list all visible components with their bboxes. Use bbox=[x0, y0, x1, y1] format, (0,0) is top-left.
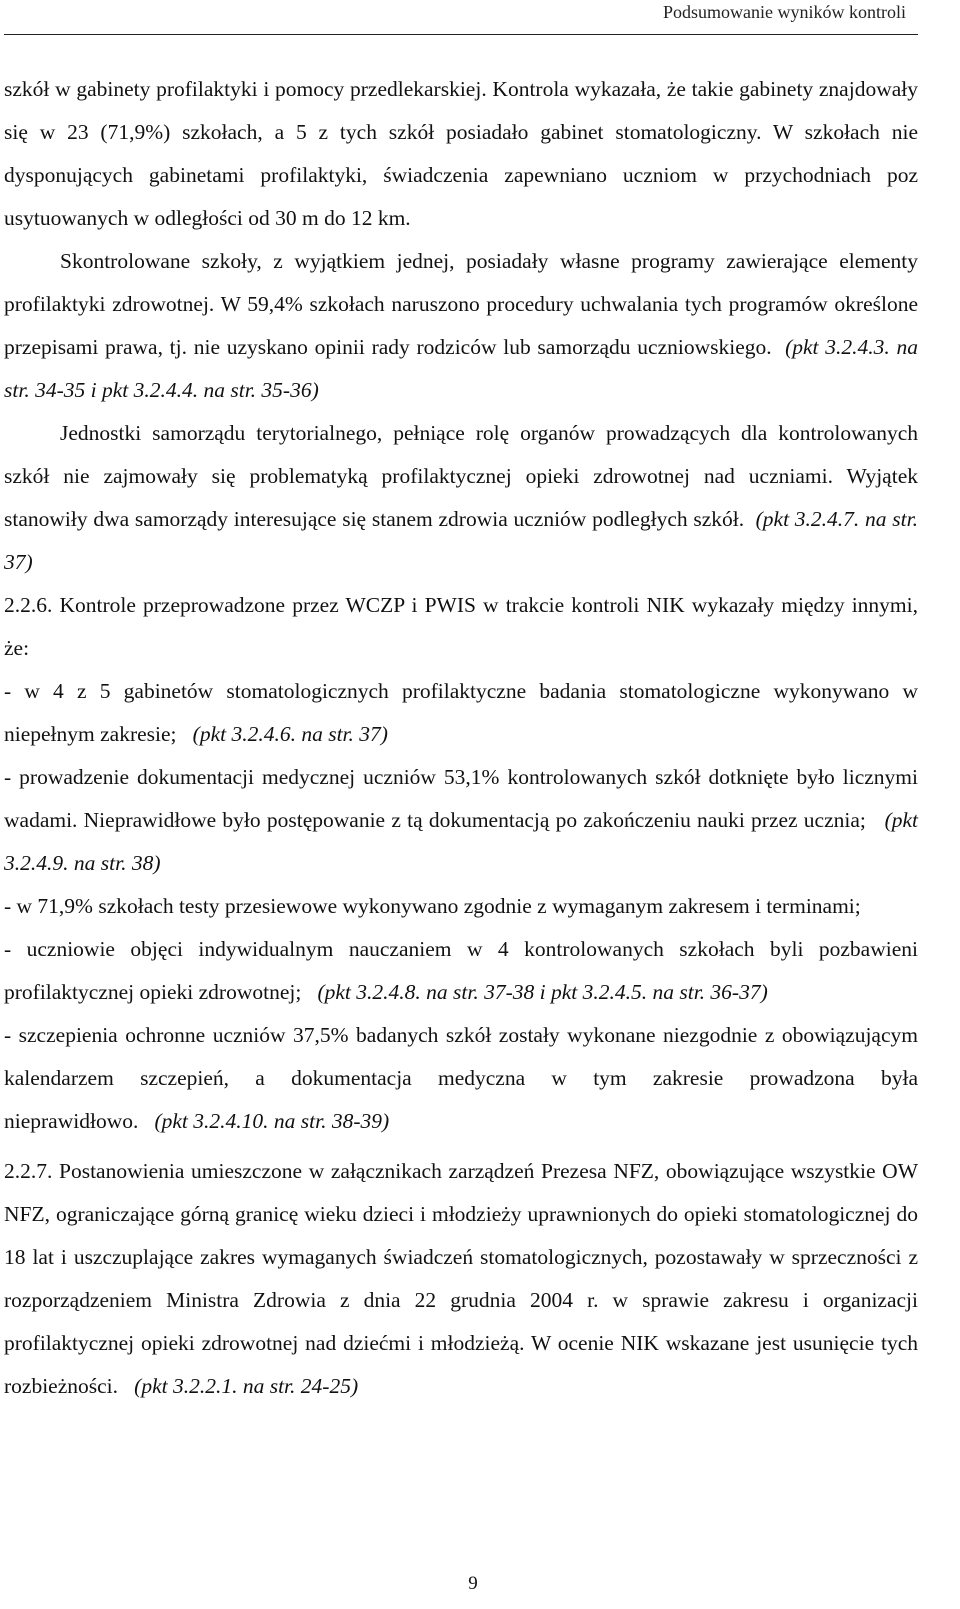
paragraph-text: Jednostki samorządu terytorialnego, pełniące rolę organów prowadzących dla kontrolowanych szkół nie zajmowały się problematyką profilaktycznej opieki zdrowotnej nad uczniami. Wyjątek stanowiły dwa samorządy interesujące się stanem zdrowia uczniów podległych szkół. bbox=[4, 421, 918, 531]
paragraph-programy bbox=[4, 240, 918, 412]
list-item-szczepienia bbox=[4, 1014, 918, 1143]
paragraph-text: 2.2.7. Postanowienia umieszczone w załącznikach zarządzeń Prezesa NFZ, obowiązujące wszystkie OW NFZ, ograniczające górną granicę wieku dzieci i młodzieży uprawnionych do opieki stomatologicznej do 18 lat i uszczuplające zakres wymaganych świadczeń stomatologicznych, pozostawały w sprzeczności z rozporządzeniem Ministra Zdrowia z dnia 22 grudnia 2004 r. w sprawie zakresu i organizacji profilaktycznej opieki zdrowotnej nad dziećmi i młodzieżą. W ocenie NIK wskazane jest usunięcie tych rozbieżności. bbox=[4, 1159, 918, 1398]
list-item-text: - prowadzenie dokumentacji medycznej uczniów 53,1% kontrolowanych szkół dotknięte było licznymi wadami. Nieprawidłowe było postępowanie z tą dokumentacją po zakończeniu nauki przez ucznia; bbox=[4, 765, 918, 832]
paragraph-text: szkół w gabinety profilaktyki i pomocy przedlekarskiej. Kontrola wykazała, że takie gabinety znajdowały się w 23 (71,9%) szkołach, a 5 z tych szkół posiadało gabinet stomatologiczny. W szkołach nie dysponujących gabinetami profilaktyki, świadczenia zapewniano uczniom w przychodniach poz usytuowanych w odległości od 30 m do 12 km. bbox=[4, 77, 918, 230]
list-item-testy bbox=[4, 885, 918, 928]
document-body bbox=[4, 68, 918, 1408]
list-item-nauczanie bbox=[4, 928, 918, 1014]
list-item-dokumentacja bbox=[4, 756, 918, 885]
list-item-text: - w 71,9% szkołach testy przesiewowe wykonywano zgodnie z wymaganym zakresem i terminami; bbox=[4, 894, 861, 918]
section-2-2-7 bbox=[4, 1150, 918, 1408]
list-item-text: - szczepienia ochronne uczniów 37,5% badanych szkół zostały wykonane niezgodnie z obowiązującym kalendarzem szczepień, a dokumentacja medyczna w tym zakresie prowadzona była nieprawidłowo. bbox=[4, 1023, 918, 1133]
reference-citation: (pkt 3.2.4.10. na str. 38-39) bbox=[154, 1109, 390, 1133]
paragraph-text: 2.2.6. Kontrole przeprowadzone przez WCZP i PWIS w trakcie kontroli NIK wykazały między innymi, że: bbox=[4, 593, 918, 660]
running-header-title: Podsumowanie wyników kontroli bbox=[663, 2, 906, 22]
reference-citation: (pkt 3.2.4.8. na str. 37-38 i pkt 3.2.4.5. na str. 36-37) bbox=[317, 980, 768, 1004]
section-2-2-6-intro bbox=[4, 584, 918, 670]
header-divider bbox=[4, 34, 918, 35]
reference-citation: (pkt 3.2.4.3. na str. 34-35 i pkt 3.2.4.4. na str. 35-36) bbox=[4, 335, 918, 402]
paragraph-gabinety bbox=[4, 68, 918, 240]
page-header bbox=[0, 0, 960, 40]
reference-citation: (pkt 3.2.4.7. na str. 37) bbox=[4, 507, 918, 574]
paragraph-samorzady bbox=[4, 412, 918, 584]
list-item-text: - w 4 z 5 gabinetów stomatologicznych profilaktyczne badania stomatologiczne wykonywano w niepełnym zakresie; bbox=[4, 679, 918, 746]
reference-citation: (pkt 3.2.4.9. na str. 38) bbox=[4, 808, 918, 875]
page-number: 9 bbox=[468, 1573, 478, 1594]
list-item-stomatologia bbox=[4, 670, 918, 756]
list-item-text: - uczniowie objęci indywidualnym nauczaniem w 4 kontrolowanych szkołach byli pozbawieni profilaktycznej opieki zdrowotnej; bbox=[4, 937, 918, 1004]
paragraph-text: Skontrolowane szkoły, z wyjątkiem jednej, posiadały własne programy zawierające elementy profilaktyki zdrowotnej. W 59,4% szkołach naruszono procedury uchwalania tych programów określone przepisami prawa, tj. nie uzyskano opinii rady rodziców lub samorządu uczniowskiego. bbox=[4, 249, 918, 359]
reference-citation: (pkt 3.2.2.1. na str. 24-25) bbox=[134, 1374, 359, 1398]
reference-citation: (pkt 3.2.4.6. na str. 37) bbox=[192, 722, 388, 746]
